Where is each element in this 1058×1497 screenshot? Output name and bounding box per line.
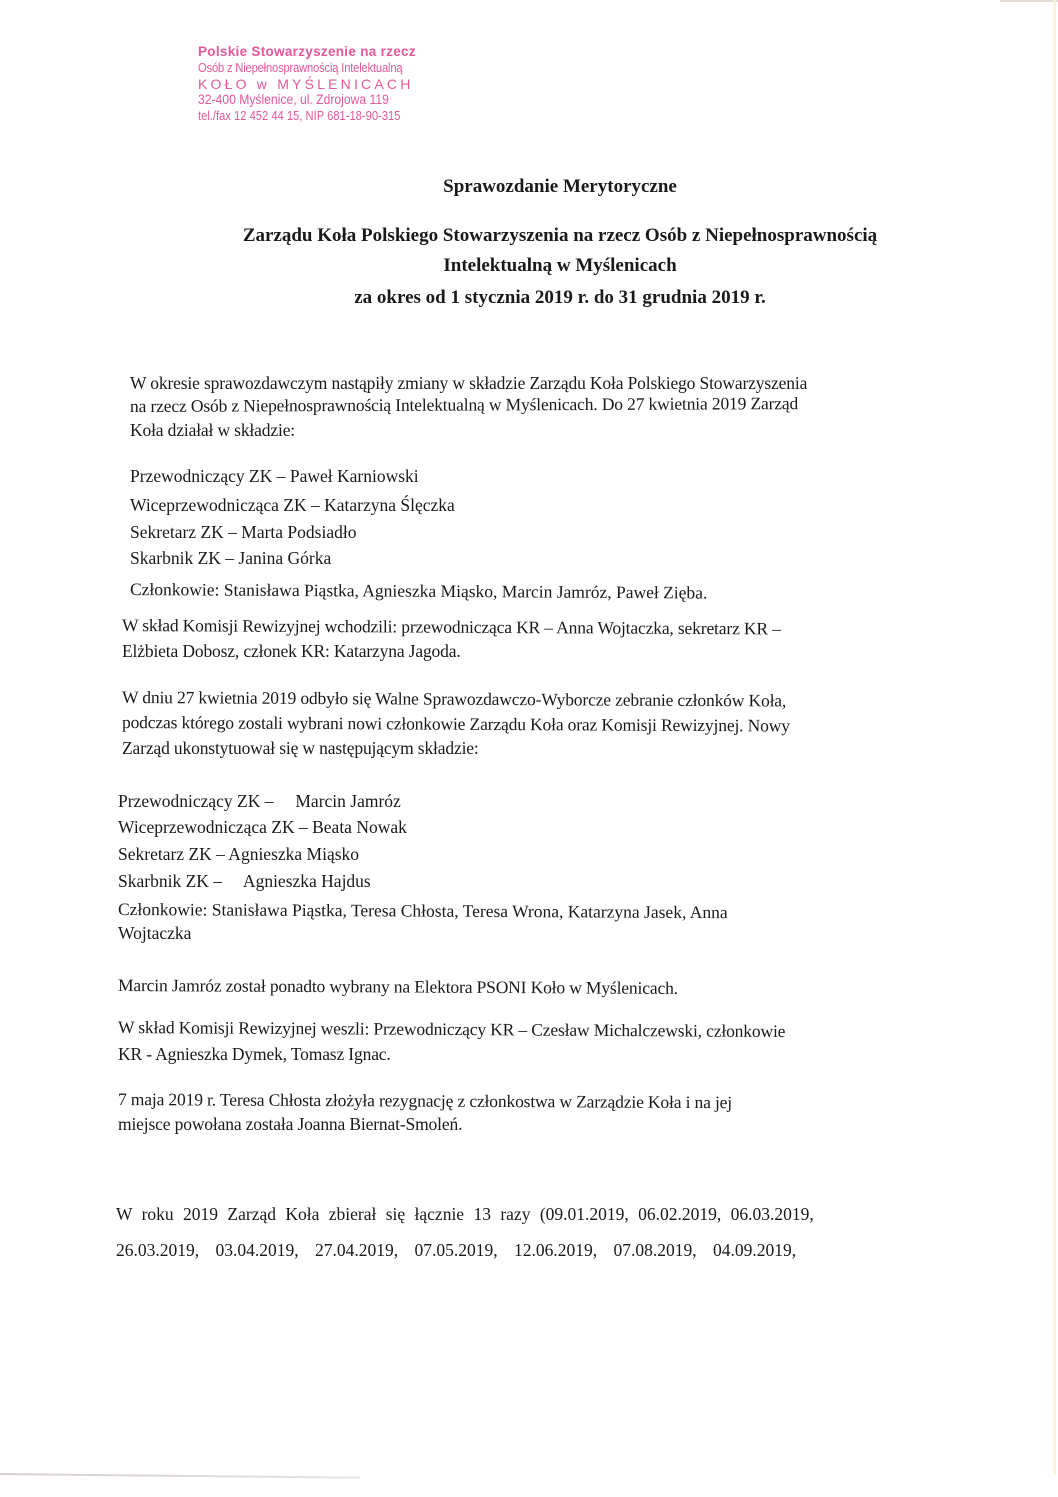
new-board-item: Skarbnik ZK – Agnieszka Hajdus — [118, 871, 371, 891]
stamp-line-2: Osób z Niepełnosprawnością Intelektualną — [198, 60, 403, 75]
resignation-line: 7 maja 2019 r. Teresa Chłosta złożyła rezygnację z członkostwa w Zarządzie Koła i na jej — [117, 1089, 733, 1113]
scan-edge-right — [1053, 0, 1056, 1475]
old-board-item: Wiceprzewodnicząca ZK – Katarzyna Ślęczka — [130, 495, 455, 515]
scan-edge-bottom — [0, 1473, 360, 1479]
organization-stamp — [198, 44, 468, 124]
stamp-line-1: Polskie Stowarzyszenie na rzecz — [198, 44, 416, 59]
new-board-item: Członkowie: Stanisława Piąstka, Teresa Chłosta, Teresa Wrona, Katarzyna Jasek, Anna — [117, 899, 728, 923]
stamp-line-4: 32-400 Myślenice, ul. Zdrojowa 119 — [198, 92, 389, 107]
new-board-item: Przewodniczący ZK – Marcin Jamróz — [118, 791, 401, 811]
meeting-line: W dniu 27 kwietnia 2019 odbyło się Walne Sprawozdawczo-Wyborcze zebranie członków Koła, — [121, 687, 787, 711]
new-board-item: Wojtaczka — [118, 923, 192, 943]
document-title: Sprawozdanie Merytoryczne — [443, 176, 677, 197]
resignation-line: miejsce powołana została Joanna Biernat-Smoleń. — [118, 1114, 463, 1134]
old-commission-line: Elżbieta Dobosz, członek KR: Katarzyna Jagoda. — [122, 641, 461, 661]
intro-line: na rzecz Osób z Niepełnosprawnością Intelektualną w Myślenicach. Do 27 kwietnia 2019 Zarząd — [129, 393, 799, 416]
meeting-line: podczas którego zostali wybrani nowi członkowie Zarządu Koła oraz Komisji Rewizyjnej. Nowy — [121, 712, 790, 736]
old-board-item: Przewodniczący ZK – Paweł Karniowski — [130, 466, 419, 486]
scan-edge-top — [1000, 0, 1058, 2]
meeting-line: Zarząd ukonstytuował się w następującym składzie: — [122, 738, 479, 758]
stamp-line-3: KOŁO w MYŚLENICACH — [198, 76, 414, 92]
new-commission-line: KR - Agnieszka Dymek, Tomasz Ignac. — [118, 1044, 391, 1064]
old-board-item: Skarbnik ZK – Janina Górka — [130, 548, 332, 568]
old-board-item: Członkowie: Stanisława Piąstka, Agnieszka Miąsko, Marcin Jamróz, Paweł Zięba. — [129, 579, 708, 603]
intro-line: W okresie sprawozdawczym nastąpiły zmiany w składzie Zarządu Koła Polskiego Stowarzyszenia — [130, 373, 808, 393]
intro-line: Koła działał w składzie: — [130, 420, 296, 440]
document-subtitle-line-1: Zarządu Koła Polskiego Stowarzyszenia na rzecz Osób z Niepełnosprawnością — [242, 225, 878, 246]
meetings-summary-line: W roku 2019 Zarząd Koła zbierał się łącznie 13 razy (09.01.2019, 06.02.2019, 06.03.2019, — [116, 1204, 814, 1224]
new-commission-line: W skład Komisji Rewizyjnej weszli: Przewodniczący KR – Czesław Michalczewski, członkowie — [117, 1017, 786, 1042]
document-subtitle-line-2: Intelektualną w Myślenicach — [443, 255, 677, 276]
elector-paragraph: Marcin Jamróz został ponadto wybrany na Elektora PSONI Koło w Myślenicach. — [117, 975, 678, 998]
stamp-line-5: tel./fax 12 452 44 15, NIP 681-18-90-315 — [198, 108, 401, 123]
old-board-item: Sekretarz ZK – Marta Podsiadło — [130, 522, 357, 542]
meetings-summary-line: 26.03.2019, 03.04.2019, 27.04.2019, 07.05.2019, 12.06.2019, 07.08.2019, 04.09.2019, — [116, 1240, 797, 1260]
new-board-item: Wiceprzewodnicząca ZK – Beata Nowak — [118, 817, 407, 837]
old-commission-line: W skład Komisji Rewizyjnej wchodzili: przewodnicząca KR – Anna Wojtaczka, sekretarz KR – — [121, 615, 781, 639]
document-period: za okres od 1 stycznia 2019 r. do 31 grudnia 2019 r. — [354, 287, 766, 308]
new-board-item: Sekretarz ZK – Agnieszka Miąsko — [118, 844, 360, 864]
